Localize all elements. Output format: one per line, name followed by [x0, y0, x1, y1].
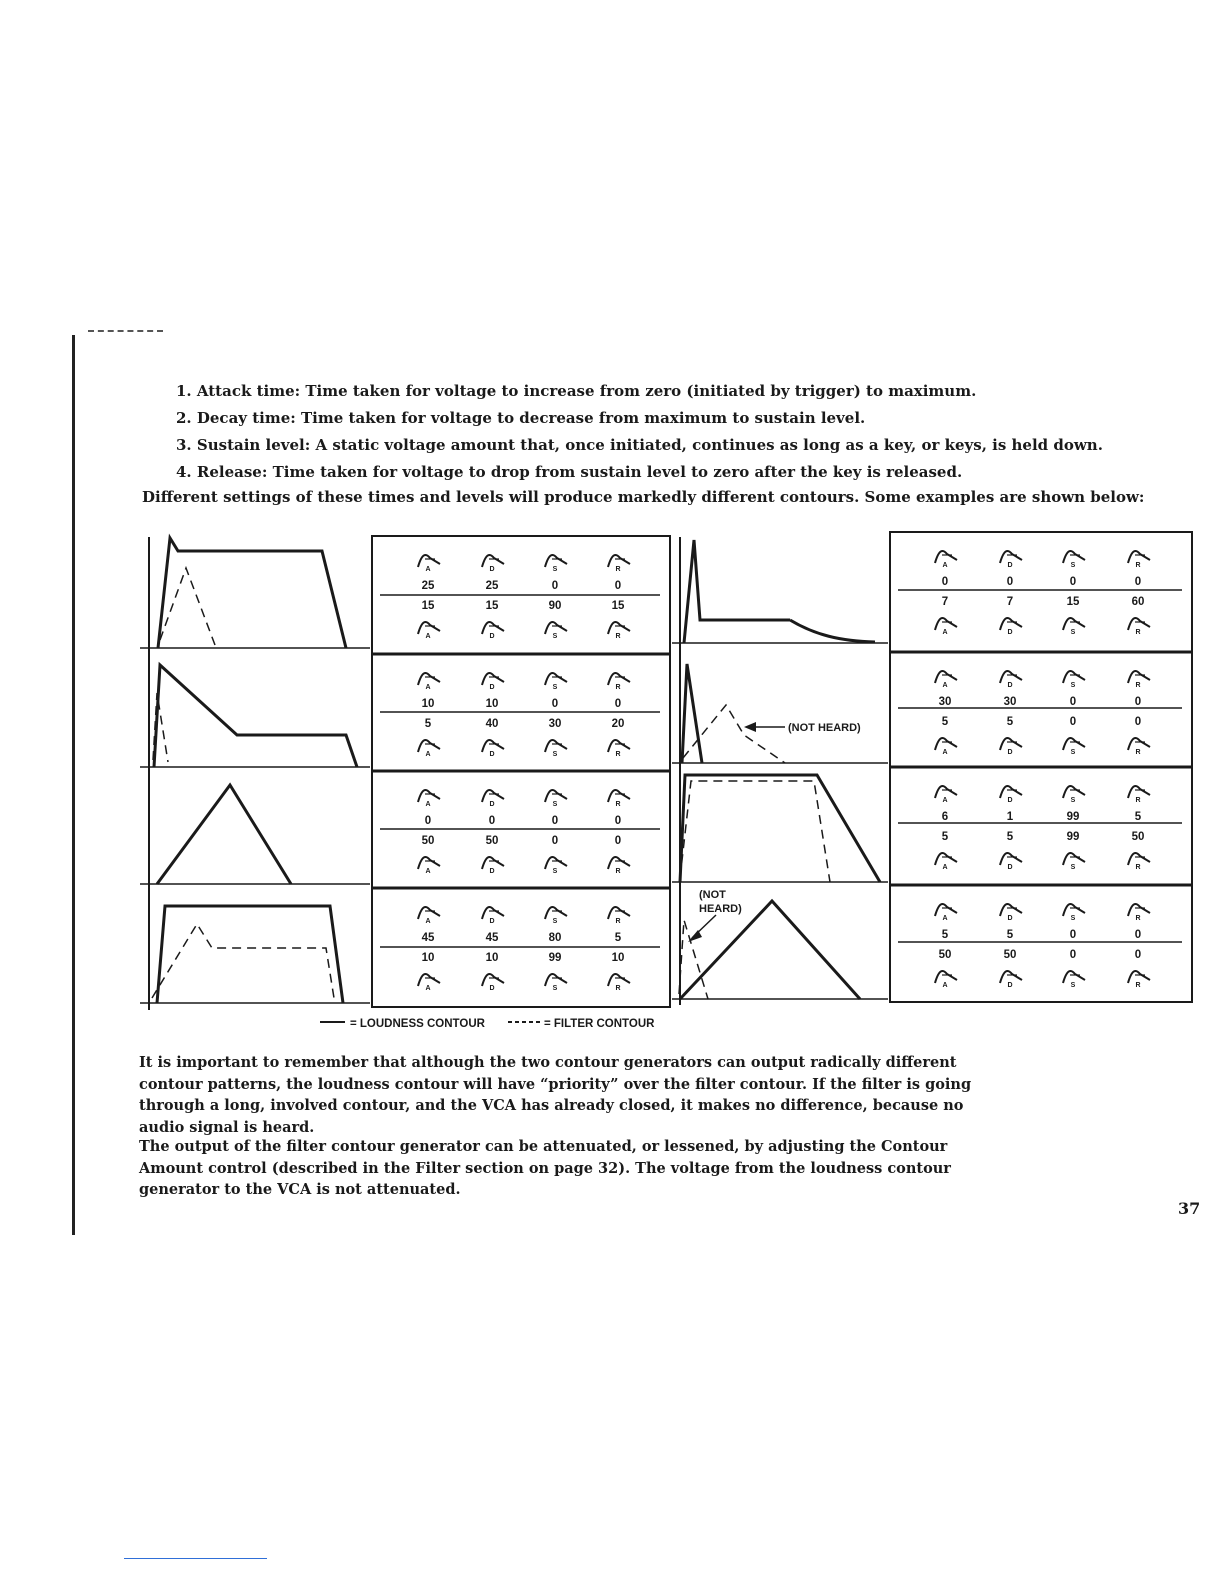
right-ex3-bottom-value-s: 99	[1066, 831, 1080, 843]
left-ex4-bottom-value-a: 10	[421, 952, 435, 964]
right-ex1-bottom-value-d: 7	[1006, 596, 1014, 608]
knob-letter: D	[1007, 682, 1013, 689]
left-ex2-bottom-knob-r	[608, 740, 630, 758]
left-ex1-bottom-value-s: 90	[548, 600, 562, 612]
knob-letter: A	[425, 868, 431, 875]
right-ex2-bottom-value-d: 5	[1006, 716, 1014, 728]
right-ex1-bottom-value-a: 7	[941, 596, 949, 608]
loudness-contour-6	[682, 664, 702, 763]
right-ex2-top-value-r: 0	[1134, 696, 1142, 708]
knob-letter: R	[615, 633, 621, 640]
knob-letter: R	[1135, 682, 1141, 689]
right-ex1-top-value-a: 0	[941, 576, 949, 588]
right-ex3-top-knob-r	[1128, 786, 1150, 804]
right-ex2-top-knob-r	[1128, 671, 1150, 689]
knob-letter: S	[1070, 562, 1076, 569]
right-ex4-bottom-value-r: 0	[1134, 949, 1142, 961]
right-ex3-top-knob-s	[1063, 786, 1085, 804]
right-ex2-bottom-value-a: 5	[941, 716, 949, 728]
left-ex4-bottom-value-d: 10	[485, 952, 499, 964]
knob-letter: S	[1070, 749, 1076, 756]
right-knob-table	[890, 532, 1192, 1002]
definition-attack: 1. Attack time: Time taken for voltage to increase from zero (initiated by trigger) to maximum.	[176, 382, 977, 400]
knob-letter: S	[552, 985, 558, 992]
right-ex3-bottom-knob-r	[1128, 853, 1150, 871]
knob-letter: R	[1135, 562, 1141, 569]
right-ex3-top-knob-a	[935, 786, 957, 804]
knob-letter: A	[942, 562, 948, 569]
right-ex3-bottom-knob-a	[935, 853, 957, 871]
knob-letter: D	[489, 566, 495, 573]
knob-letter: R	[615, 751, 621, 758]
left-ex2-top-knob-r	[608, 673, 630, 691]
loudness-contour-4	[157, 906, 343, 1003]
loudness-contour-5	[684, 540, 790, 643]
knob-letter: D	[489, 801, 495, 808]
definition-decay: 2. Decay time: Time taken for voltage to decrease from maximum to sustain level.	[176, 409, 866, 427]
left-ex1-top-knob-r	[608, 555, 630, 573]
left-ex3-bottom-knob-a	[418, 857, 440, 875]
right-ex3-top-value-a: 6	[941, 811, 949, 823]
knob-letter: R	[615, 918, 621, 925]
left-ex4-top-value-s: 80	[548, 932, 562, 944]
left-ex3-bottom-knob-s	[545, 857, 567, 875]
knob-letter: D	[1007, 797, 1013, 804]
right-ex2-bottom-value-r: 0	[1134, 716, 1142, 728]
left-ex3-bottom-value-s: 0	[551, 835, 559, 847]
not-heard-label-1: (NOT HEARD)	[788, 722, 861, 734]
knob-letter: D	[489, 633, 495, 640]
knob-letter: D	[489, 868, 495, 875]
knob-letter: R	[1135, 629, 1141, 636]
attenuation-paragraph: The output of the filter contour generator can be attenuated, or lessened, by adjusting the Contour Amount control (described in the Filter section on page 32). The voltage from the loudness contour generator to the VCA is not attenuated.	[139, 1138, 951, 1198]
left-ex2-top-value-a: 10	[421, 698, 435, 710]
left-ex3-top-knob-s	[545, 790, 567, 808]
filter-contour-4	[152, 924, 334, 998]
right-ex4-bottom-knob-r	[1128, 971, 1150, 989]
left-ex1-bottom-value-r: 15	[611, 600, 625, 612]
left-ex1-bottom-value-a: 15	[421, 600, 435, 612]
filter-contour-1	[160, 568, 215, 645]
left-ex1-bottom-knob-a	[418, 622, 440, 640]
left-ex3-bottom-value-d: 50	[485, 835, 499, 847]
knob-letter: D	[489, 985, 495, 992]
knob-letter: D	[489, 918, 495, 925]
left-ex1-top-value-d: 25	[485, 580, 499, 592]
left-ex4-bottom-knob-r	[608, 974, 630, 992]
left-ex2-top-knob-d	[482, 673, 504, 691]
right-ex1-top-knob-d	[1000, 551, 1022, 569]
left-ex3-bottom-value-r: 0	[614, 835, 622, 847]
left-ex3-top-knob-r	[608, 790, 630, 808]
right-ex1-bottom-knob-a	[935, 618, 957, 636]
left-ex2-top-knob-s	[545, 673, 567, 691]
knob-letter: S	[552, 751, 558, 758]
left-ex3-top-value-r: 0	[614, 815, 622, 827]
knob-letter: S	[1070, 797, 1076, 804]
knob-letter: A	[942, 629, 948, 636]
knob-letter: D	[1007, 915, 1013, 922]
knob-letter: D	[1007, 629, 1013, 636]
knob-letter: R	[1135, 982, 1141, 989]
right-ex4-top-value-s: 0	[1069, 929, 1077, 941]
left-ex2-bottom-knob-s	[545, 740, 567, 758]
knob-letter: A	[942, 749, 948, 756]
right-ex1-top-knob-a	[935, 551, 957, 569]
knob-letter: A	[425, 633, 431, 640]
left-ex2-bottom-knob-d	[482, 740, 504, 758]
left-ex2-bottom-value-r: 20	[611, 718, 625, 730]
knob-letter: R	[615, 868, 621, 875]
knob-letter: S	[1070, 864, 1076, 871]
left-graph-column	[140, 537, 370, 1010]
left-ex2-bottom-value-s: 30	[548, 718, 562, 730]
bottom-rule	[124, 1558, 267, 1559]
not-heard-label-2a: (NOT	[699, 889, 726, 901]
right-graph-column	[672, 537, 888, 1005]
left-ex1-bottom-value-d: 15	[485, 600, 499, 612]
legend-filter: = FILTER CONTOUR	[544, 1018, 655, 1030]
knob-letter: S	[1070, 682, 1076, 689]
left-ex1-top-knob-d	[482, 555, 504, 573]
right-ex3-top-value-d: 1	[1006, 811, 1014, 823]
knob-letter: D	[489, 684, 495, 691]
left-ex1-bottom-knob-s	[545, 622, 567, 640]
right-ex4-top-knob-d	[1000, 904, 1022, 922]
definition-sustain: 3. Sustain level: A static voltage amount that, once initiated, continues as long as a key, or keys, is held down.	[176, 436, 1103, 454]
left-ex2-top-knob-a	[418, 673, 440, 691]
legend-loudness: = LOUDNESS CONTOUR	[350, 1018, 485, 1030]
loudness-contour-3	[157, 785, 291, 884]
left-ex2-top-value-d: 10	[485, 698, 499, 710]
loudness-contour-1	[158, 538, 346, 648]
knob-letter: A	[425, 684, 431, 691]
right-ex1-top-knob-r	[1128, 551, 1150, 569]
knob-letter: D	[489, 751, 495, 758]
left-ex4-top-value-a: 45	[421, 932, 435, 944]
knob-letter: R	[1135, 915, 1141, 922]
knob-letter: A	[425, 985, 431, 992]
knob-letter: S	[552, 684, 558, 691]
left-ex4-top-value-d: 45	[485, 932, 499, 944]
right-ex1-bottom-knob-s	[1063, 618, 1085, 636]
knob-letter: R	[1135, 749, 1141, 756]
right-ex4-top-knob-s	[1063, 904, 1085, 922]
knob-letter: A	[425, 918, 431, 925]
intro-text: Different settings of these times and levels will produce markedly different contours. Some examples are shown below:	[142, 488, 1145, 506]
right-ex4-bottom-value-a: 50	[938, 949, 952, 961]
right-ex3-top-value-s: 99	[1066, 811, 1080, 823]
loudness-contour-8	[680, 901, 860, 999]
left-ex1-top-value-r: 0	[614, 580, 622, 592]
right-ex1-bottom-knob-d	[1000, 618, 1022, 636]
right-ex1-bottom-value-s: 15	[1066, 596, 1080, 608]
left-ex3-bottom-knob-r	[608, 857, 630, 875]
right-ex4-bottom-value-s: 0	[1069, 949, 1077, 961]
left-ex4-top-knob-r	[608, 907, 630, 925]
right-ex3-bottom-knob-d	[1000, 853, 1022, 871]
definition-release: 4. Release: Time taken for voltage to drop from sustain level to zero after the key is released.	[176, 463, 963, 481]
left-ex3-top-knob-d	[482, 790, 504, 808]
left-ex4-bottom-knob-s	[545, 974, 567, 992]
knob-letter: A	[942, 797, 948, 804]
right-ex3-bottom-value-a: 5	[941, 831, 949, 843]
right-ex4-bottom-knob-d	[1000, 971, 1022, 989]
right-ex1-top-value-r: 0	[1134, 576, 1142, 588]
knob-letter: A	[425, 801, 431, 808]
page-number: 37	[1178, 1199, 1201, 1218]
right-ex3-bottom-knob-s	[1063, 853, 1085, 871]
knob-letter: S	[552, 868, 558, 875]
filter-contour-8	[679, 920, 708, 999]
right-ex2-top-knob-d	[1000, 671, 1022, 689]
right-ex1-bottom-value-r: 60	[1131, 596, 1145, 608]
left-ex1-top-knob-s	[545, 555, 567, 573]
left-ex3-bottom-knob-d	[482, 857, 504, 875]
right-ex4-bottom-knob-a	[935, 971, 957, 989]
knob-letter: A	[942, 682, 948, 689]
right-ex3-top-value-r: 5	[1134, 811, 1142, 823]
right-ex2-top-knob-a	[935, 671, 957, 689]
right-ex3-bottom-value-r: 50	[1131, 831, 1145, 843]
right-ex4-bottom-knob-s	[1063, 971, 1085, 989]
left-ex2-top-value-s: 0	[551, 698, 559, 710]
knob-letter: A	[942, 982, 948, 989]
right-ex4-top-knob-r	[1128, 904, 1150, 922]
knob-letter: R	[615, 801, 621, 808]
right-ex1-bottom-knob-r	[1128, 618, 1150, 636]
knob-letter: S	[1070, 915, 1076, 922]
left-ex3-top-value-a: 0	[424, 815, 432, 827]
knob-letter: R	[1135, 864, 1141, 871]
right-ex2-bottom-knob-a	[935, 738, 957, 756]
left-ex4-bottom-value-r: 10	[611, 952, 625, 964]
knob-letter: S	[1070, 629, 1076, 636]
right-ex1-top-knob-s	[1063, 551, 1085, 569]
knob-letter: D	[1007, 864, 1013, 871]
knob-letter: R	[615, 684, 621, 691]
left-ex3-top-value-s: 0	[551, 815, 559, 827]
knob-letter: D	[1007, 562, 1013, 569]
knob-letter: R	[615, 985, 621, 992]
left-ex1-top-knob-a	[418, 555, 440, 573]
right-ex2-top-value-d: 30	[1003, 696, 1017, 708]
right-ex3-top-knob-d	[1000, 786, 1022, 804]
left-ex1-bottom-knob-r	[608, 622, 630, 640]
knob-letter: S	[552, 633, 558, 640]
left-ex2-bottom-value-d: 40	[485, 718, 499, 730]
knob-letter: S	[552, 566, 558, 573]
left-ex3-bottom-value-a: 50	[421, 835, 435, 847]
right-ex2-bottom-knob-r	[1128, 738, 1150, 756]
right-ex2-top-value-a: 30	[938, 696, 952, 708]
left-ex4-bottom-knob-a	[418, 974, 440, 992]
left-ex4-bottom-knob-d	[482, 974, 504, 992]
left-ex1-bottom-knob-d	[482, 622, 504, 640]
left-ex3-top-value-d: 0	[488, 815, 496, 827]
knob-letter: R	[615, 566, 621, 573]
knob-letter: S	[552, 918, 558, 925]
right-ex3-bottom-value-d: 5	[1006, 831, 1014, 843]
left-ex2-bottom-value-a: 5	[424, 718, 432, 730]
left-knob-table	[372, 536, 670, 1007]
left-ex4-top-knob-a	[418, 907, 440, 925]
right-ex2-bottom-value-s: 0	[1069, 716, 1077, 728]
knob-letter: R	[1135, 797, 1141, 804]
knob-letter: A	[425, 751, 431, 758]
left-ex2-bottom-knob-a	[418, 740, 440, 758]
left-ex4-bottom-value-s: 99	[548, 952, 562, 964]
knob-letter: S	[1070, 982, 1076, 989]
loudness-contour-2	[154, 665, 357, 767]
knob-letter: A	[942, 915, 948, 922]
right-ex4-top-value-d: 5	[1006, 929, 1014, 941]
right-ex4-top-value-a: 5	[941, 929, 949, 941]
left-ex4-top-knob-d	[482, 907, 504, 925]
knob-letter: S	[552, 801, 558, 808]
knob-letter: A	[425, 566, 431, 573]
left-ex4-top-knob-s	[545, 907, 567, 925]
left-ex1-top-value-s: 0	[551, 580, 559, 592]
filter-contour-7	[680, 781, 830, 882]
right-ex2-bottom-knob-s	[1063, 738, 1085, 756]
priority-paragraph: It is important to remember that although the two contour generators can output radically different contour patterns, the loudness contour will have “priority” over the filter contour. If the filter is going through a long, involved contour, and the VCA has already closed, it makes no difference, because no audio signal is heard.	[139, 1054, 972, 1136]
right-ex2-bottom-knob-d	[1000, 738, 1022, 756]
not-heard-label-2b: HEARD)	[699, 903, 742, 915]
left-ex1-top-value-a: 25	[421, 580, 435, 592]
left-ex2-top-value-r: 0	[614, 698, 622, 710]
right-ex2-top-value-s: 0	[1069, 696, 1077, 708]
loudness-contour-7	[680, 775, 880, 882]
right-ex1-top-value-d: 0	[1006, 576, 1014, 588]
left-ex4-top-value-r: 5	[614, 932, 622, 944]
knob-letter: D	[1007, 982, 1013, 989]
right-ex4-bottom-value-d: 50	[1003, 949, 1017, 961]
right-ex1-top-value-s: 0	[1069, 576, 1077, 588]
knob-letter: A	[942, 864, 948, 871]
knob-letter: D	[1007, 749, 1013, 756]
left-ex3-top-knob-a	[418, 790, 440, 808]
right-ex2-top-knob-s	[1063, 671, 1085, 689]
right-ex4-top-knob-a	[935, 904, 957, 922]
loudness-contour-5-release	[790, 620, 875, 642]
right-ex4-top-value-r: 0	[1134, 929, 1142, 941]
